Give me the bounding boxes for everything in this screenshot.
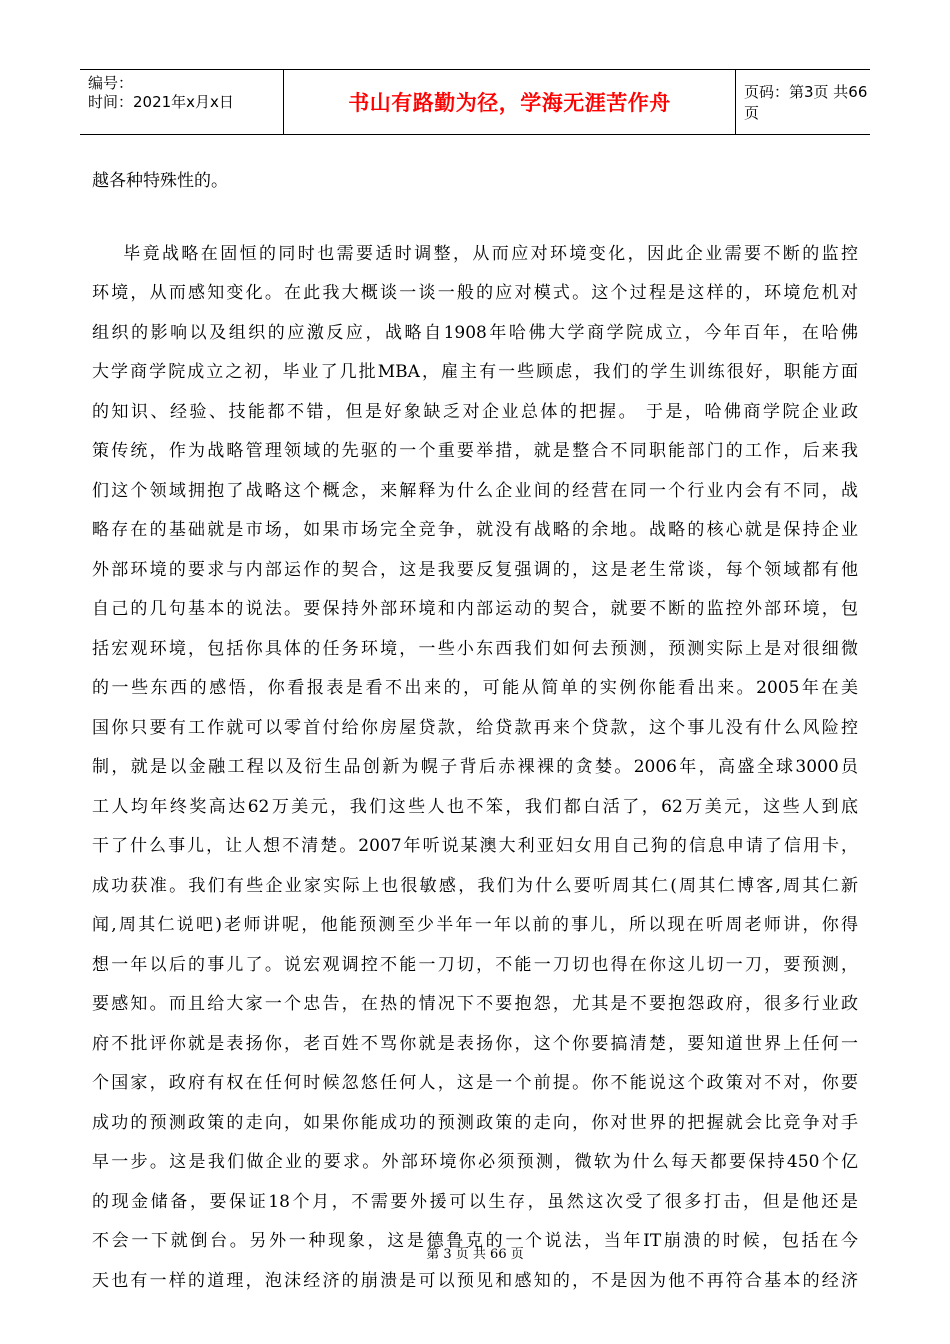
paragraph-line: 的一些东西的感悟，你看报表是看不出来的，可能从简单的实例你能看出来。2005年在美	[92, 678, 858, 698]
header-motto: 书山有路勤为径，学海无涯苦作舟	[284, 70, 736, 134]
paragraph-line: 早一步。这是我们做企业的要求。外部环境你必须预测，微软为什么每天都要保持450个亿	[92, 1152, 858, 1172]
paragraph-line: 天也有一样的道理，泡沫经济的崩溃是可以预见和感知的，不是因为他不再符合基本的经济	[92, 1270, 858, 1291]
paragraph-line: 自己的几句基本的说法。要保持外部环境和内部运动的契合，就要不断的监控外部环境，包	[92, 599, 858, 619]
page-footer: 第 3 页 共 66 页	[426, 1247, 524, 1262]
paragraph-line: 成功的预测政策的走向，如果你能成功的预测政策的走向，你对世界的把握就会比竞争对手	[92, 1112, 858, 1133]
paragraph-line: 的现金储备，要保证18个月，不需要外援可以生存，虽然这次受了很多打击，但是他还是	[92, 1191, 858, 1212]
paragraph-line: 的知识、经验、技能都不错，但是好象缺乏对企业总体的把握。 于是，哈佛商学院企业政	[92, 401, 858, 422]
paragraph-line: 略存在的基础就是市场，如果市场完全竞争，就没有战略的余地。战略的核心就是保持企业	[92, 520, 858, 540]
paragraph-line: 环境，从而感知变化。在此我大概谈一谈一般的应对模式。这个过程是这样的，环境危机对	[92, 283, 858, 303]
number-label: 编号：	[88, 74, 134, 92]
paragraph-line: 们这个领域拥抱了战略这个概念，来解释为什么企业间的经营在同一个行业内会有不同，战	[92, 480, 858, 501]
paragraph-line: 括宏观环境，包括你具体的任务环境，一些小东西我们如何去预测，预测实际上是对很细微	[92, 638, 858, 659]
paragraph-line: 工人均年终奖高达62万美元，我们这些人也不笨，我们都白活了，62万美元，这些人到底	[92, 796, 858, 817]
paragraph-line: 干了什么事儿，让人想不清楚。2007年听说某澳大利亚妇女用自己狗的信息申请了信用卡，	[92, 836, 858, 856]
paragraph-line: 闻,周其仁说吧)老师讲呢，他能预测至少半年一年以前的事儿，所以现在听周老师讲，你得	[92, 915, 858, 935]
paragraph-line: 国你只要有工作就可以零首付给你房屋贷款，给贷款再来个贷款，这个事儿没有什么风险控	[92, 717, 858, 738]
header-page-info: 页码：第3页 共66页	[744, 83, 868, 122]
paragraph-line: 大学商学院成立之初，毕业了几批MBA，雇主有一些顾虑，我们的学生训练很好，职能方面	[92, 362, 858, 382]
paragraph-line: 组织的影响以及组织的应激反应，战略自1908年哈佛大学商学院成立，今年百年，在哈佛	[92, 322, 858, 343]
paragraph-line: 想一年以后的事儿了。说宏观调控不能一刀切，不能一刀切也得在你这儿切一刀，要预测，	[92, 954, 858, 975]
body-paragraph	[92, 235, 858, 1302]
paragraph-line: 毕竟战略在固恒的同时也需要适时调整，从而应对环境变化，因此企业需要不断的监控	[92, 243, 858, 264]
paragraph-line: 成功获准。我们有些企业家实际上也很敏感，我们为什么要听周其仁(周其仁博客,周其仁新	[92, 875, 858, 896]
header-meta	[80, 70, 284, 134]
paragraph-gap	[92, 202, 858, 235]
paragraph-line: 府不批评你就是表扬你，老百姓不骂你就是表扬你，这个你要搞清楚，要知道世界上任何一	[92, 1033, 858, 1054]
paragraph-line: 策传统，作为战略管理领域的先驱的一个重要举措，就是整合不同职能部门的工作，后来我	[92, 441, 858, 461]
date-label: 时间：2021年x月x日	[88, 93, 234, 111]
body-first-line: 越各种特殊性的。	[92, 171, 228, 191]
paragraph-line: 个国家，政府有权在任何时候忽悠任何人，这是一个前提。你不能说这个政策对不对，你要	[92, 1073, 858, 1093]
paragraph-line: 外部环境的要求与内部运作的契合，这是我要反复强调的，这是老生常谈，每个领域都有他	[92, 559, 858, 580]
paragraph-line: 不会一下就倒台。另外一种现象，这是德鲁克的一个说法，当年IT崩溃的时候，包括在今	[92, 1231, 858, 1251]
paragraph-line: 制，就是以金融工程以及衍生品创新为幌子背后赤裸裸的贪婪。2006年，高盛全球3000员	[92, 757, 858, 777]
paragraph-line: 要感知。而且给大家一个忠告，在热的情况下不要抱怨，尤其是不要抱怨政府，很多行业政	[92, 994, 858, 1014]
document-header	[80, 69, 870, 135]
document-body	[92, 162, 858, 1301]
